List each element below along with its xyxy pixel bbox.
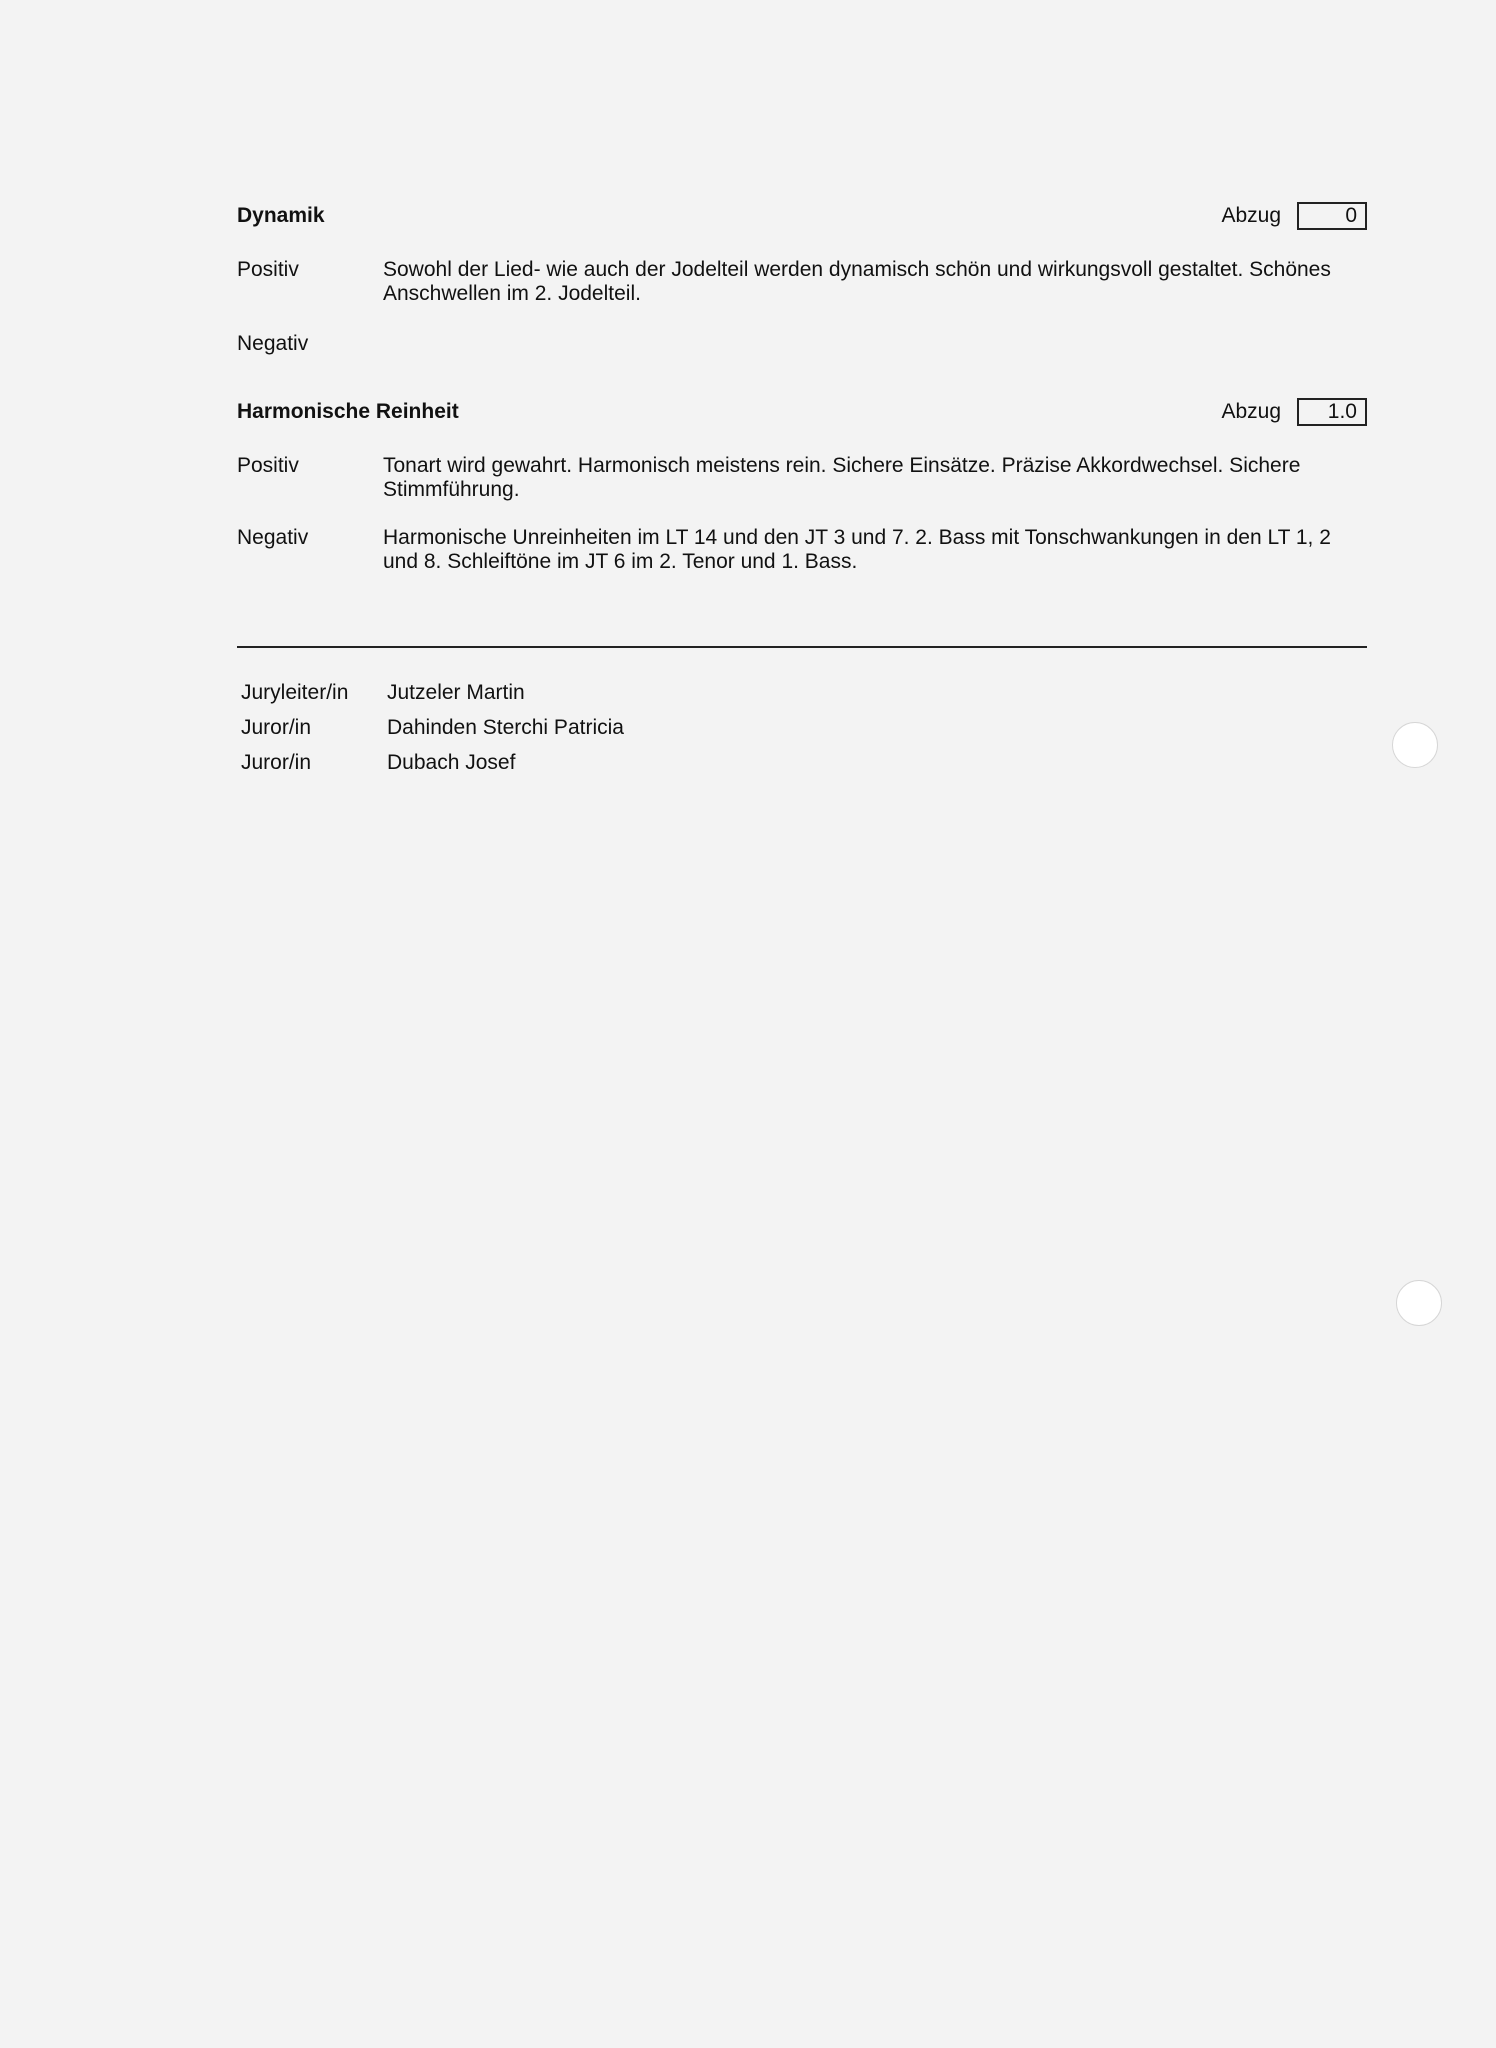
jury-role: Juror/in: [241, 751, 312, 774]
positiv-label: Positiv: [237, 454, 299, 477]
punch-hole-icon: [1396, 1280, 1442, 1326]
section-divider: [237, 646, 1367, 648]
negativ-label: Negativ: [237, 526, 309, 549]
jury-name: Dahinden Sterchi Patricia: [387, 716, 624, 739]
abzug-field: [1221, 398, 1367, 426]
positiv-text: Sowohl der Lied- wie auch der Jodelteil werden dynamisch schön und wirkungsvoll gestaltet. Schönes Anschwellen im 2. Jodelteil.: [383, 258, 1331, 305]
abzug-label: Abzug: [1221, 204, 1281, 227]
abzug-value: 1.0: [1297, 398, 1367, 426]
negativ-label: Negativ: [237, 332, 309, 355]
positiv-label: Positiv: [237, 258, 299, 281]
section-title: Dynamik: [237, 204, 325, 227]
abzug-value: 0: [1297, 202, 1367, 230]
jury-name: Jutzeler Martin: [387, 681, 525, 704]
negativ-text: Harmonische Unreinheiten im LT 14 und den JT 3 und 7. 2. Bass mit Tonschwankungen in den LT 1, 2 und 8. Schleiftöne im JT 6 im 2. Tenor und 1. Bass.: [383, 526, 1331, 573]
jury-name: Dubach Josef: [387, 751, 516, 774]
jury-role: Juryleiter/in: [241, 681, 349, 704]
section-title: Harmonische Reinheit: [237, 400, 459, 423]
jury-role: Juror/in: [241, 716, 312, 739]
punch-hole-icon: [1392, 722, 1438, 768]
positiv-text: Tonart wird gewahrt. Harmonisch meistens rein. Sichere Einsätze. Präzise Akkordwechsel. Sichere Stimmführung.: [383, 454, 1301, 501]
section-harmonische-reinheit: [237, 396, 1367, 586]
abzug-field: [1221, 202, 1367, 230]
abzug-label: Abzug: [1221, 400, 1281, 423]
section-dynamik: [237, 200, 1367, 360]
